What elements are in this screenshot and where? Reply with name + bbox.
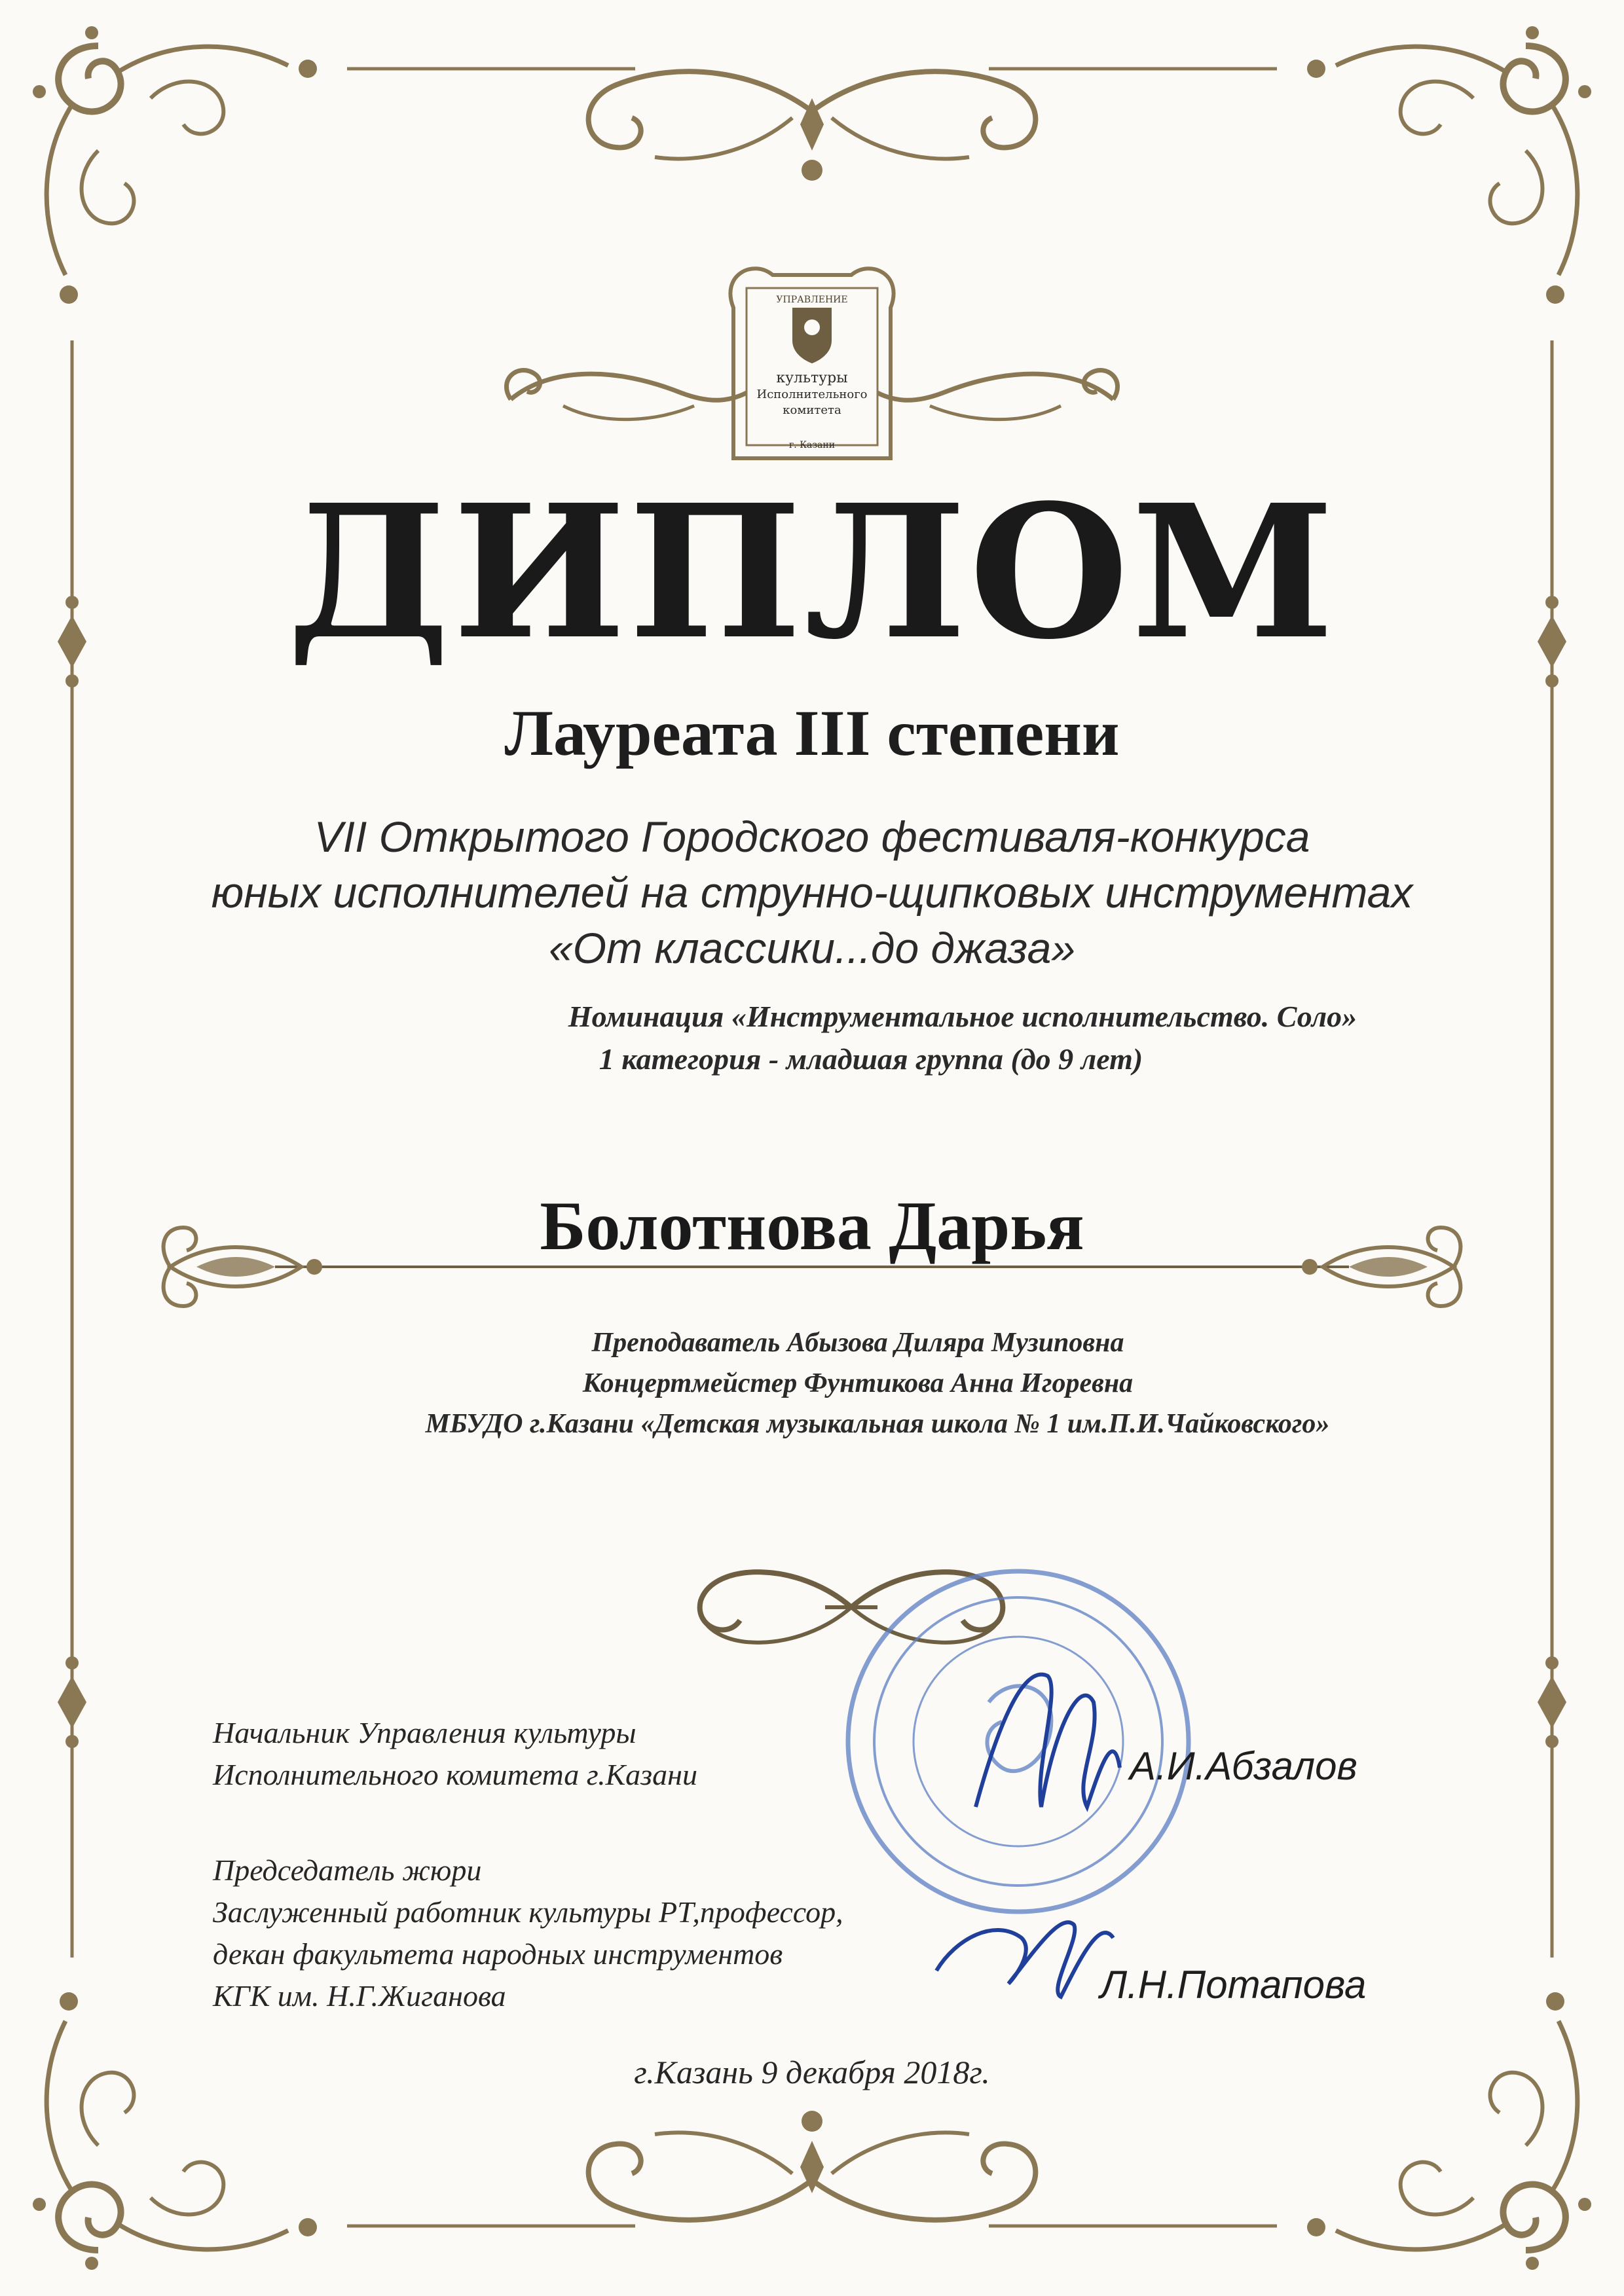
signatory-2-title bbox=[213, 1850, 843, 2017]
festival-line-2: юных исполнителей на струнно-щипковых инструментах bbox=[211, 868, 1413, 917]
recipient-name: Болотнова Дарья bbox=[540, 1188, 1084, 1264]
emblem-line3: Исполнительного bbox=[756, 388, 868, 401]
festival-line-3: «От классики...до джаза» bbox=[548, 924, 1076, 972]
emblem-line4: комитета bbox=[783, 403, 841, 417]
signatory-2-line: КГК им. Н.Г.Жиганова bbox=[213, 1979, 506, 2013]
festival-line-1: VII Открытого Городского фестиваля-конкурса bbox=[314, 812, 1310, 861]
nomination-line-2: 1 категория - младшая группа (до 9 лет) bbox=[599, 1042, 1143, 1076]
teacher-line: Преподаватель Абызова Диляра Музиповна bbox=[591, 1328, 1124, 1358]
signatory-2-name: Л.Н.Потапова bbox=[1100, 1963, 1367, 2007]
signatory-1-title bbox=[213, 1712, 697, 1796]
signature-potapova bbox=[936, 1922, 1113, 1997]
diploma-title: ДИПЛОМ bbox=[287, 465, 1337, 680]
emblem-line1: УПРАВЛЕНИЕ bbox=[776, 295, 848, 305]
nomination-line-1: Номинация «Инструментальное исполнительство. Соло» bbox=[568, 1000, 1357, 1033]
signatory-1-line: Исполнительного комитета г.Казани bbox=[213, 1758, 697, 1791]
emblem-line2: культуры bbox=[776, 370, 848, 386]
official-seal bbox=[848, 1571, 1189, 1912]
signatory-2-line: декан факультета народных инструментов bbox=[213, 1937, 783, 1971]
signatory-1-name: А.И.Абзалов bbox=[1130, 1744, 1357, 1788]
emblem-line5: г. Казани bbox=[788, 440, 836, 450]
issue-date: г.Казань 9 декабря 2018г. bbox=[634, 2054, 990, 2090]
laureate-degree: Лауреата III степени bbox=[504, 697, 1120, 769]
accompanist-line: Концертмейстер Фунтикова Анна Игоревна bbox=[582, 1368, 1134, 1398]
school-line: МБУДО г.Казани «Детская музыкальная школа № 1 им.П.И.Чайковского» bbox=[425, 1409, 1330, 1439]
signatory-2-line: Заслуженный работник культуры РТ,профессор, bbox=[213, 1895, 843, 1929]
signatory-2-line: Председатель жюри bbox=[213, 1853, 482, 1887]
signatory-1-line: Начальник Управления культуры bbox=[213, 1716, 637, 1749]
